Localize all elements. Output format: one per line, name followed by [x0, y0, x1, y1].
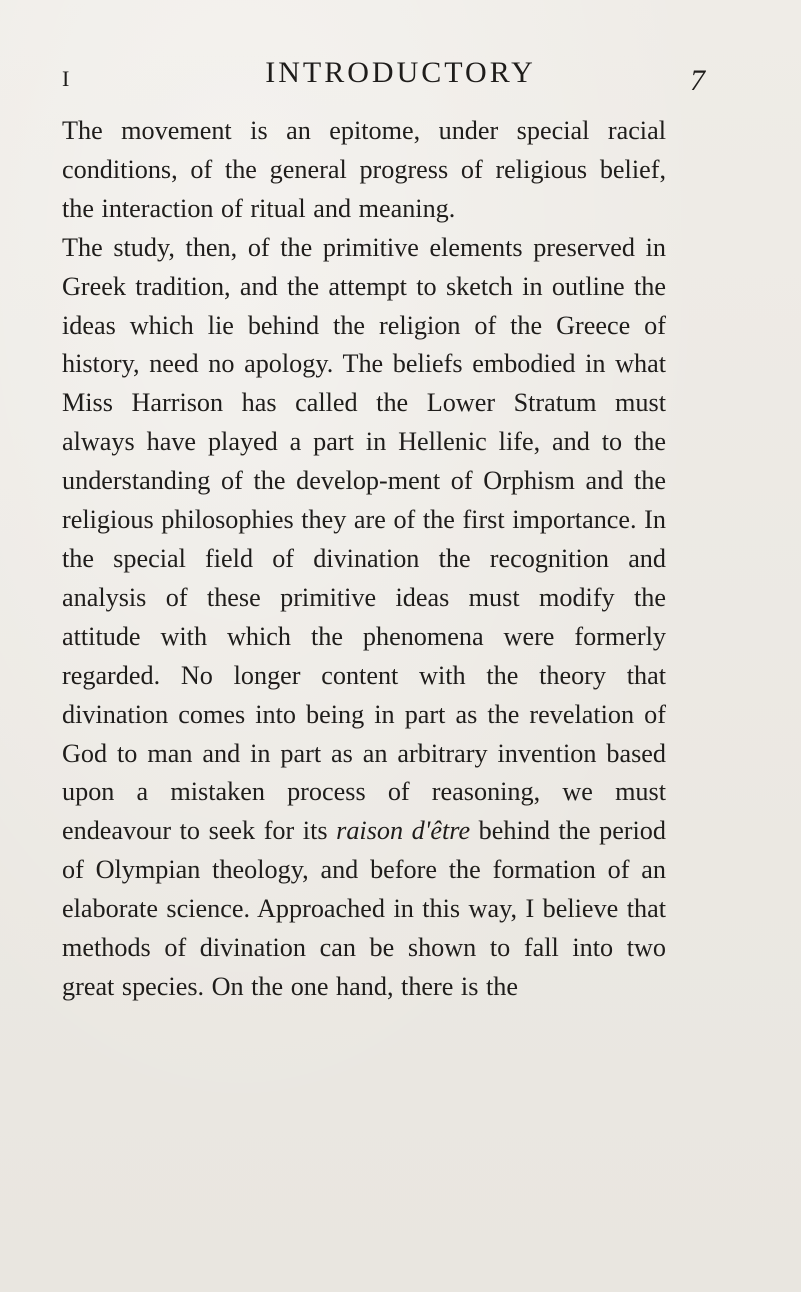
running-title: INTRODUCTORY [265, 56, 536, 89]
paragraph-2-text-after: behind the period of Olympian theology, and before the formation of an elaborate science. Approached in this way, I believe that methods of divination can be shown to fall into two great species. On the one hand, there is the [62, 816, 666, 1001]
chapter-number: I [62, 66, 71, 91]
paragraph-1-text: The movement is an epitome, under special racial conditions, of the general progress of religious belief, the interaction of ritual and meaning. [62, 116, 666, 223]
paragraph-2-italic-phrase: raison d'être [336, 816, 471, 846]
page-number: 7 [690, 64, 705, 97]
running-header [0, 56, 801, 96]
body-text [62, 112, 666, 1007]
paragraph-2-text-before: The study, then, of the primitive elements preserved in Greek tradition, and the attempt to sketch in outline the ideas which lie behind the religion of the Greece of history, need no apology. The beliefs embodied in what Miss Harrison has called the Lower Stratum must always have played a part in Hellenic life, and to the understanding of the develop-ment of Orphism and the religious philosophies they are of the first importance. In the special field of divination the recognition and analysis of these primitive ideas must modify the attitude with which the phenomena were formerly regarded. No longer content with the theory that divination comes into being in part as the revelation of God to man and in part as an arbitrary invention based upon a mistaken process of reasoning, we must endeavour to seek for its [62, 232, 666, 846]
paragraph-2 [62, 229, 666, 1007]
paragraph-1 [62, 112, 666, 229]
